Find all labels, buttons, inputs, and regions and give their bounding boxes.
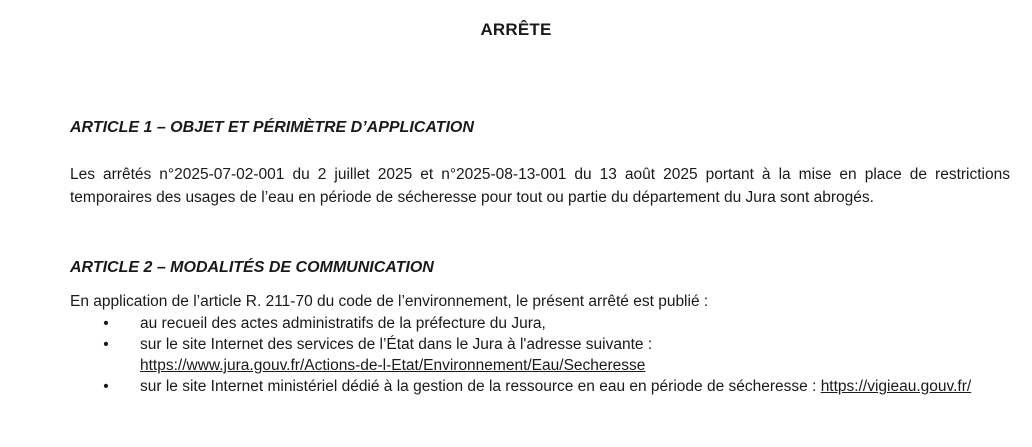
list-item — [100, 313, 1012, 334]
publication-list — [100, 313, 1012, 397]
article-2-heading: ARTICLE 2 – MODALITÉS DE COMMUNICATION — [70, 259, 434, 276]
vigieau-link[interactable]: https://vigieau.gouv.fr/ — [820, 378, 972, 395]
jura-gouv-link[interactable]: https://www.jura.gouv.fr/Actions-de-l-Etat/Environnement/Eau/Secheresse — [140, 357, 646, 374]
document-title: ARRÊTE — [480, 20, 552, 39]
article-1-body: Les arrêtés n°2025-07-02-001 du 2 juillet 2025 et n°2025-08-13-001 du 13 août 2025 portant à la mise en place de restrictions temporaires des usages de l’eau en période de sécheresse pour tout ou partie du département du Jura sont abrogés. — [70, 166, 1010, 206]
bullet-text-site-ministeriel: sur le site Internet ministériel dédié à la gestion de la ressource en eau en période de sécheresse : — [140, 378, 821, 395]
article-2-intro: En application de l’article R. 211-70 du code de l’environnement, le présent arrêté est publié : — [70, 293, 709, 310]
bullet-text-recueil: au recueil des actes administratifs de la préfecture du Jura, — [140, 315, 546, 332]
list-item — [100, 376, 1012, 397]
bullet-icon: • — [103, 378, 109, 395]
bullet-icon: • — [103, 315, 109, 332]
bullet-icon: • — [103, 336, 109, 353]
bullet-text-site-etat: sur le site Internet des services de l’État dans le Jura à l'adresse suivante : — [140, 336, 653, 353]
list-item — [100, 334, 1012, 376]
article-1-heading: ARTICLE 1 – OBJET ET PÉRIMÈTRE D’APPLICATION — [70, 119, 474, 136]
